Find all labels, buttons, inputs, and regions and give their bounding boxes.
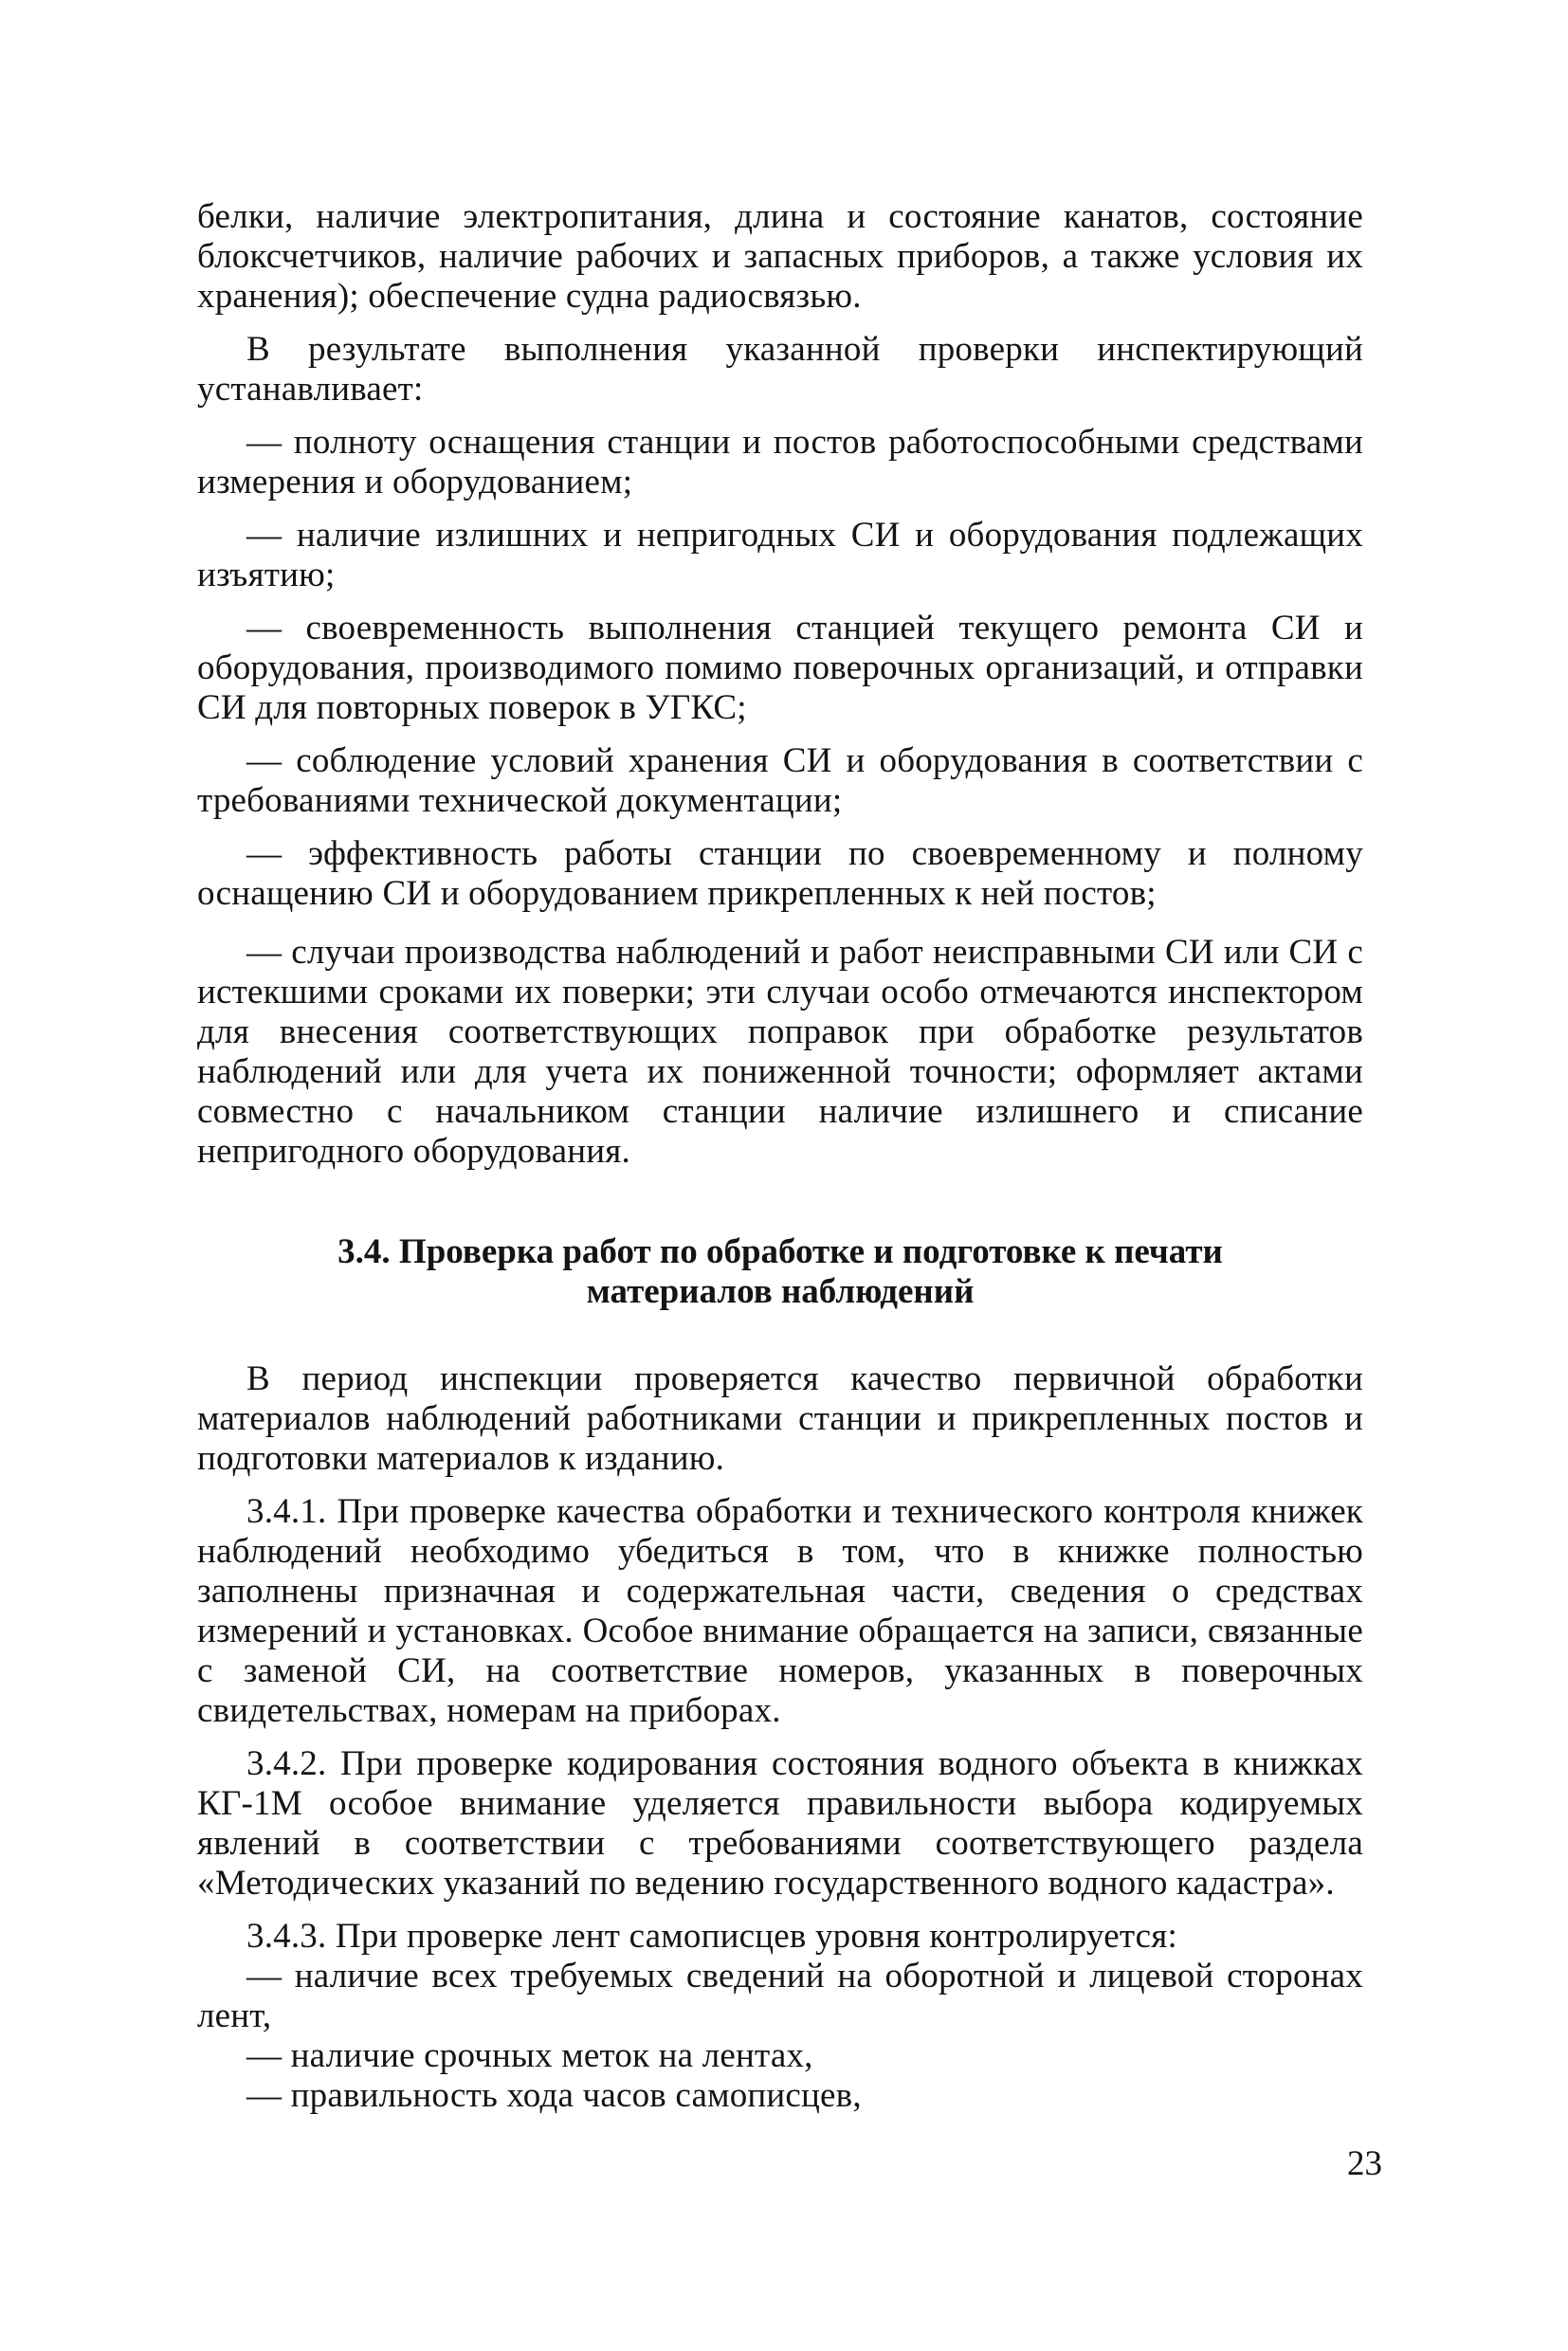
page-number: 23 bbox=[1347, 2144, 1382, 2183]
list-item-timeliness: — своевременность выполнения станцией текущего ремонта СИ и оборудования, производимого помимо поверочных организаций, и отправки СИ для повторных поверок в УГКС; bbox=[197, 609, 1363, 727]
list-item-surplus: — наличие излишних и непригодных СИ и оборудования подлежащих изъятию; bbox=[197, 516, 1363, 594]
paragraph-inspection-period: В период инспекции проверяется качество первичной обработки материалов наблюдений работниками станции и прикрепленных постов и подготовки материалов к изданию. bbox=[197, 1359, 1363, 1478]
list-item-efficiency: — эффективность работы станции по своевременному и полному оснащению СИ и оборудованием прикрепленных к ней постов; bbox=[197, 834, 1363, 913]
section-heading bbox=[197, 1232, 1363, 1312]
paragraph-inspection-result: В результате выполнения указанной проверки инспектирующий устанавливает: bbox=[197, 330, 1363, 409]
list-item-completeness: — полноту оснащения станции и постов работоспособными средствами измерения и оборудованием; bbox=[197, 423, 1363, 501]
list-item-required-info: — наличие всех требуемых сведений на оборотной и лицевой сторонах лент, bbox=[197, 1957, 1363, 2035]
document-page bbox=[197, 197, 1363, 2116]
section-heading-line-2: материалов наблюдений bbox=[586, 1272, 975, 1311]
list-item-clock-accuracy: — правильность хода часов самописцев, bbox=[246, 2076, 862, 2115]
paragraph-3-4-2: 3.4.2. При проверке кодирования состояния водного объекта в книжках КГ-1М особое внимание уделяется правильности выбора кодируемых явлений в соответствии с требованиями соответствующего раздела «Методических указаний по ведению государственного водного кадастра». bbox=[197, 1744, 1363, 1903]
list-item-faulty-cases: — случаи производства наблюдений и работ неисправными СИ или СИ с истекшими сроками их поверки; эти случаи особо отмечаются инспектором для внесения соответствующих поправок при обработке результатов наблюдений или для учета их пониженной точности; оформляет актами совместно с начальником станции наличие излишнего и списание непригодного оборудования. bbox=[197, 933, 1363, 1171]
paragraph-continuation: белки, наличие электропитания, длина и состояние канатов, состояние блоксчетчиков, наличие рабочих и запасных приборов, а также условия их хранения); обеспечение судна радиосвязью. bbox=[197, 197, 1363, 316]
section-heading-line-1: 3.4. Проверка работ по обработке и подготовке к печати bbox=[337, 1232, 1223, 1271]
paragraph-3-4-1: 3.4.1. При проверке качества обработки и технического контроля книжек наблюдений необходимо убедиться в том, что в книжке полностью заполнены призначная и содержательная части, сведения о средствах измерений и установках. Особое внимание обращается на записи, связанные с заменой СИ, на соответствие номеров, указанных в поверочных свидетельствах, номерам на приборах. bbox=[197, 1492, 1363, 1730]
list-item-storage: — соблюдение условий хранения СИ и оборудования в соответствии с требованиями технической документации; bbox=[197, 741, 1363, 820]
list-item-time-marks: — наличие срочных меток на лентах, bbox=[246, 2036, 813, 2075]
paragraph-3-4-3: 3.4.3. При проверке лент самописцев уровня контролируется: bbox=[246, 1917, 1177, 1956]
